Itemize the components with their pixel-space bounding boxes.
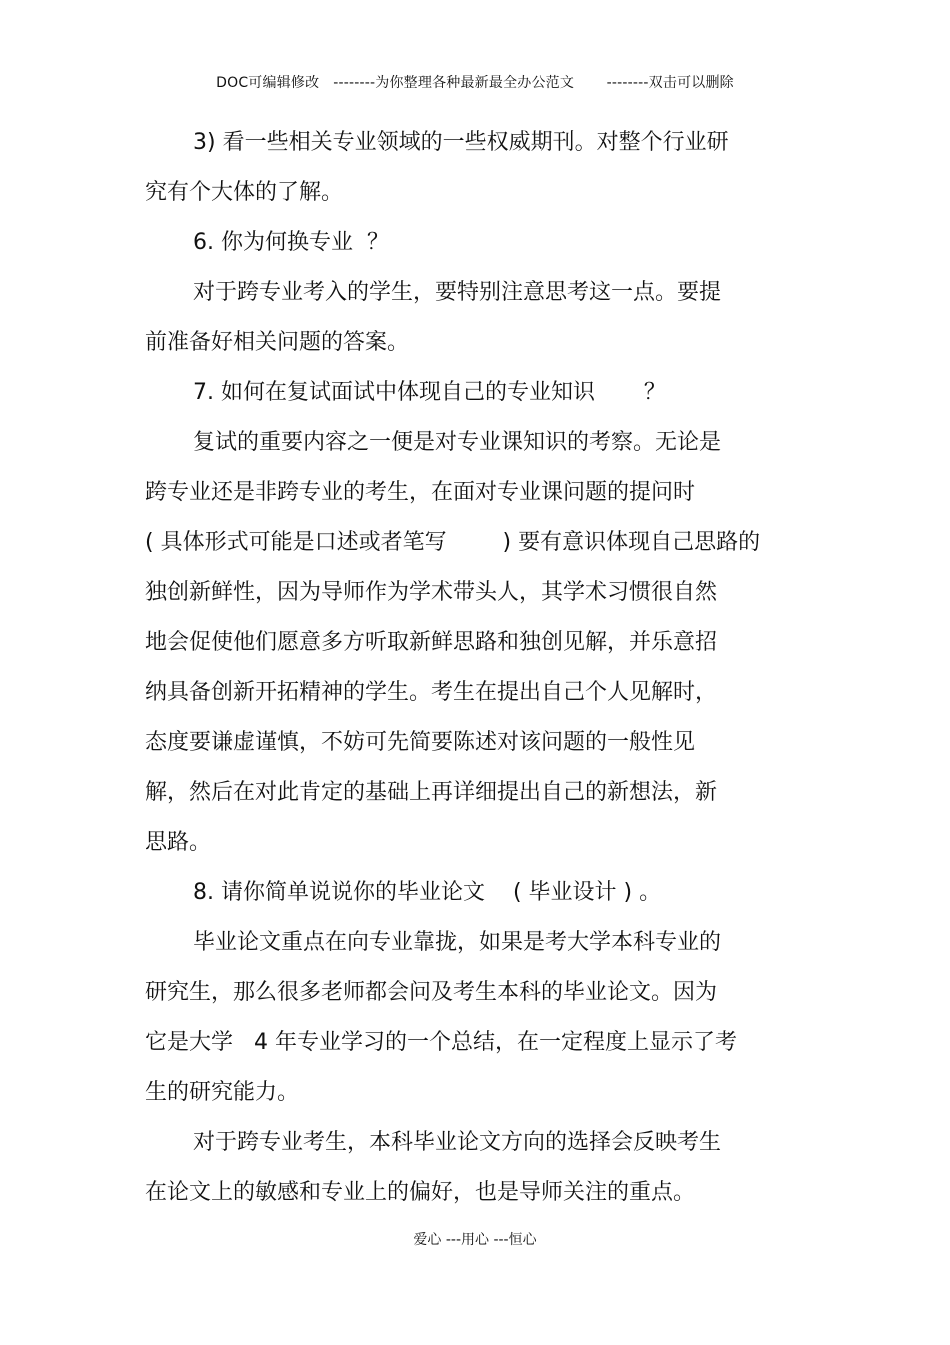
answer-8-line-1: 毕业论文重点在向专业靠拢，如果是考大学本科专业的 xyxy=(193,930,722,955)
answer-7-line-6: 纳具备创新开拓精神的学生。考生在提出自己个人见解时， xyxy=(145,680,718,705)
answer-8b-line-1: 对于跨专业考生，本科毕业论文方向的选择会反映考生 xyxy=(193,1130,722,1155)
answer-6-line-1: 对于跨专业考入的学生，要特别注意思考这一点。要提 xyxy=(193,280,722,305)
answer-6-line-2: 前准备好相关问题的答案。 xyxy=(145,330,410,355)
answer-7-line-1: 复试的重要内容之一便是对专业课知识的考察。无论是 xyxy=(193,430,722,455)
page-footer: 爱心 ---用心 ---恒心 xyxy=(413,1232,537,1248)
answer-8b-line-2: 在论文上的敏感和专业上的偏好，也是导师关注的重点。 xyxy=(145,1180,696,1205)
question-7-heading: 7. 如何在复试面试中体现自己的专业知识 ？ xyxy=(193,380,666,405)
answer-7-line-4: 独创新鲜性，因为导师作为学术带头人，其学术习惯很自然 xyxy=(145,580,718,605)
answer-7-line-7: 态度要谦虚谨慎，不妨可先简要陈述对该问题的一般性见 xyxy=(145,730,696,755)
question-8-heading: 8. 请你简单说说你的毕业论文 ( 毕业设计 ) 。 xyxy=(193,880,662,905)
answer-7-line-5: 地会促使他们愿意多方听取新鲜思路和独创见解，并乐意招 xyxy=(145,630,718,655)
paragraph-line-3-journals-cont: 究有个大体的了解。 xyxy=(145,180,344,205)
answer-8-line-2: 研究生，那么很多老师都会问及考生本科的毕业论文。因为 xyxy=(145,980,718,1005)
answer-7-line-8: 解，然后在对此肯定的基础上再详细提出自己的新想法，新 xyxy=(145,780,718,805)
header-doc-label: DOC可编辑修改 xyxy=(216,75,320,91)
answer-7-line-2: 跨专业还是非跨专业的考生，在面对专业课问题的提问时 xyxy=(145,480,696,505)
question-6-heading: 6. 你为何换专业 ？ xyxy=(193,230,389,255)
answer-7-line-3: ( 具体形式可能是口述或者笔写 ) 要有意识体现自己思路的 xyxy=(145,530,761,555)
page-header xyxy=(0,72,950,92)
header-delete-label: --------双击可以删除 xyxy=(606,75,734,91)
answer-8-line-4: 生的研究能力。 xyxy=(145,1080,300,1105)
paragraph-line-3-journals: 3) 看一些相关专业领域的一些权威期刊。对整个行业研 xyxy=(193,130,729,155)
answer-7-line-9: 思路。 xyxy=(145,830,212,855)
document-body xyxy=(145,118,785,1218)
header-collection-label: --------为你整理各种最新最全办公范文 xyxy=(333,75,575,91)
answer-8-line-3: 它是大学 4 年专业学习的一个总结，在一定程度上显示了考 xyxy=(145,1030,737,1055)
